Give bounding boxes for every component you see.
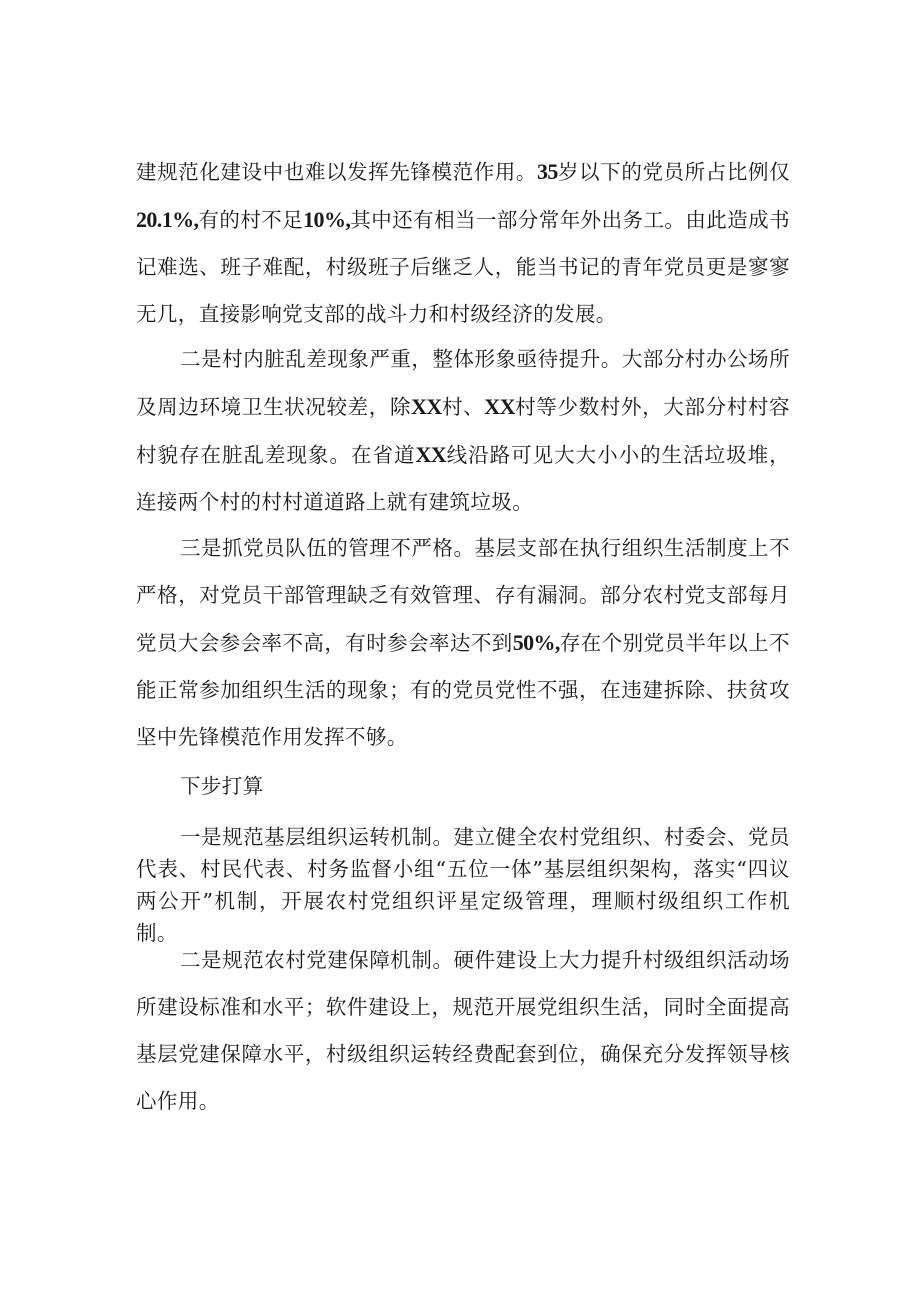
text-run: 村等少数村外，大部分村村容村貌存在脏乱差现象。在省道 (136, 395, 790, 467)
text-run: 存在个别党员半年以上不能正常参加组织生活的现象；有的党员党性不强，在违建拆除、扶贫攻坚中先锋模范作用发挥不够。 (136, 631, 790, 749)
paragraph-village-environment (136, 336, 790, 526)
paragraph-guarantee-mechanism: 二是规范农村党建保障机制。硬件建设上大力提升村级组织活动场所建设标准和水平；软件建设上，规范开展党组织生活，同时全面提高基层党建保障水平，村级组织运转经费配套到位，确保充分发挥领导核心作用。 (136, 948, 790, 1113)
text-run: 其中还有相当一部分常年外出务工。由此造成书记难选、班子难配，村级班子后继乏人，能当书记的青年党员更是寥寥无几，直接影响党支部的战斗力和村级经济的发展。 (136, 208, 791, 326)
text-run: 二是村内脏乱差现象严重，整体形象亟待提升。大部分村办公场所及周边环境卫生状况较差，除 (136, 347, 790, 419)
number-run: 50%, (512, 630, 560, 655)
number-run: XX (415, 442, 447, 467)
text-run: 岁以下的党员所占比例仅 (557, 160, 790, 184)
number-run: 35 (537, 159, 558, 184)
paragraph-party-management (136, 525, 790, 761)
number-run: 20.1%, (136, 207, 199, 232)
number-run: 10%, (303, 207, 351, 232)
paragraph-organization-mechanism: 一是规范基层组织运转机制。建立健全农村党组织、村委会、党员代表、村民代表、村务监督小组“五位一体”基层组织架构，落实“四议两公开”机制，开展农村党组织评星定级管理，理顺村级组织工作机制。 (136, 825, 790, 945)
number-run: XX (484, 394, 515, 419)
paragraph-youth-party-members (136, 148, 790, 338)
number-run: XX (411, 394, 442, 419)
text-run: 建规范化建设中也难以发挥先锋模范作用。 (136, 160, 538, 184)
text-run: 村、 (441, 395, 485, 419)
text-run: 三是抓党员队伍的管理不严格。基层支部在执行组织生活制度上不严格，对党员干部管理缺乏有效管理、存有漏洞。部分农村党支部每月党员大会参会率不高，有时参会率达不到 (136, 536, 790, 655)
text-run: 线沿路可见大大小小的生活垃圾堆，连接两个村的村村道道路上就有建筑垃圾。 (136, 443, 790, 514)
section-heading: 下步打算 (180, 774, 264, 798)
text-run: 有的村不足 (198, 208, 304, 232)
